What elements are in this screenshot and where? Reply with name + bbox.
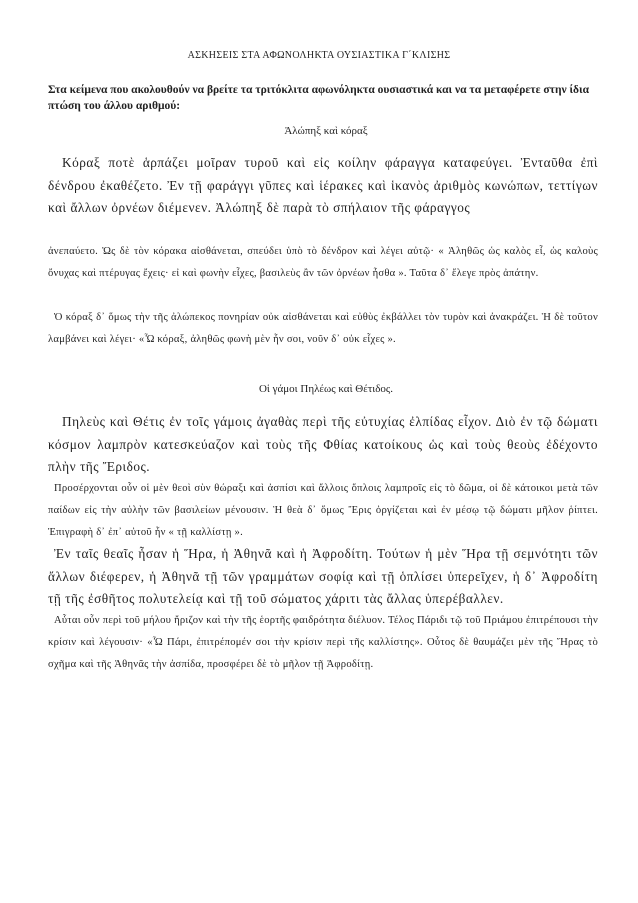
paragraph-fox-raven-3: Ὁ κόραξ δ᾽ ὅμως τὴν τῆς ἀλώπεκος πονηρίαν οὐκ αἰσθάνεται καὶ εὐθὺς ἐκβάλλει τὸν τυρὸν καὶ ἀνακράζει. Ἡ δὲ τοῦτον λαμβάνει καὶ λέγει· «Ὦ κόραξ, ἀληθῶς φωνὴ μὲν ἦν σοι, νοῦν δ᾽ οὐκ εἶχες ». bbox=[48, 312, 598, 345]
paragraph-wedding-2: Προσέρχονται οὖν οἱ μὲν θεοὶ σὺν θώραξι καὶ ἀσπίσι καὶ ἄλλοις ὅπλοις λαμπροῖς εἰς τὸ δῶμα, οἱ δὲ κάτοικοι μετὰ τῶν παίδων εἰς τὴν αὐλὴν τῶν βασιλείων μένουσιν. Ἡ θεὰ δ᾽ ὅμως Ἔρις ὀργίζεται καὶ ἐν μέσῳ τῷ δώματι μῆλον ῥίπτει. Ἐπιγραφὴ δ᾽ ἐπ᾽ αὐτοῦ ἦν « τῇ καλλίστῃ ». bbox=[48, 483, 598, 538]
paragraph-wedding-4: Αὗται οὖν περὶ τοῦ μήλου ἤριζον καὶ τὴν τῆς ἑορτῆς φαιδρότητα διέλυον. Τέλος Πάριδι τῷ τοῦ Πριάμου ἐπιτρέπουσι τὴν κρίσιν καὶ λέγουσιν· «Ὦ Πάρι, ἐπιτρέπομέν σοι τὴν κρίσιν περὶ τῆς καλλίστης». Οὗτος δὲ θαυμάζει μὲν τῆς Ἥρας τὸ σχῆμα καὶ τῆς Ἀθηνᾶς τὴν ἀσπίδα, προσφέρει δὲ τὸ μῆλον τῇ Ἀφροδίτῃ. bbox=[48, 615, 598, 670]
section-heading-wedding: Οἱ γάμοι Πηλέως καὶ Θέτιδος. bbox=[258, 383, 394, 395]
paragraph-wedding-1: Πηλεὺς καὶ Θέτις ἐν τοῖς γάμοις ἀγαθὰς περὶ τῆς εὐτυχίας ἐλπίδας εἶχον. Διὸ ἐν τῷ δώματι κόσμον λαμπρὸν κατεσκεύαζον καὶ τοὺς τῆς Φθίας κατοίκους ὡς καὶ τοὺς θεοὺς ἐδέχοντο πλὴν τῆς Ἔριδος. bbox=[48, 414, 598, 474]
paragraph-fox-raven-2: ἀνεπαύετο. Ὡς δὲ τὸν κόρακα αἰσθάνεται, σπεύδει ὑπὸ τὸ δένδρον καὶ λέγει αὐτῷ· « Ἀληθῶς ὡς καλὸς εἶ, ὡς καλοὺς ὄνυχας καὶ πτέρυγας ἔχεις· εἰ καὶ φωνὴν εἶχες, βασιλεὺς ἂν τῶν ὀρνέων ἦσθα ». Ταῦτα δ᾽ ἔλεγε πρὸς ἀπάτην. bbox=[48, 246, 598, 279]
document-title: ΑΣΚΗΣΕΙΣ ΣΤΑ ΑΦΩΝΟΛΗΚΤΑ ΟΥΣΙΑΣΤΙΚΑ Γ΄ΚΛΙΣΗΣ bbox=[187, 50, 451, 61]
paragraph-wedding-3: Ἐν ταῖς θεαῖς ἦσαν ἡ Ἥρα, ἡ Ἀθηνᾶ καὶ ἡ Ἀφροδίτη. Τούτων ἡ μὲν Ἥρα τῇ σεμνότητι τῶν ἄλλων διέφερεν, ἡ Ἀθηνᾶ τῇ τῶν γραμμάτων σοφίᾳ καὶ τῇ ὁπλίσει ὑπερεῖχεν, ἡ δ᾽ Ἀφροδίτη τῇ τῆς ἐσθῆτος πολυτελείᾳ καὶ τῇ τοῦ σώματος χάριτι τὰς ἄλλας ὑπερέβαλλεν. bbox=[48, 546, 598, 606]
exercise-instructions: Στα κείμενα που ακολουθούν να βρείτε τα τριτόκλιτα αφωνόληκτα ουσιαστικά και να τα μεταφέρετε στην ίδια πτώση του άλλου αριθμού: bbox=[48, 84, 590, 112]
section-heading-fox-and-raven: Ἀλώπηξ καὶ κόραξ bbox=[284, 125, 368, 137]
paragraph-fox-raven-1: Κόραξ ποτὲ ἁρπάζει μοῖραν τυροῦ καὶ εἰς κοίλην φάραγγα καταφεύγει. Ἐνταῦθα ἐπὶ δένδρου ἐκαθέζετο. Ἐν τῇ φαράγγι γῦπες καὶ ἱέρακες καὶ ἱκανὸς ἀριθμὸς κωνώπων, τεττίγων καὶ ἄλλων ὀρνέων διέμενεν. Ἀλώπηξ δὲ παρὰ τὸ σπήλαιον τῆς φάραγγος bbox=[48, 155, 598, 215]
